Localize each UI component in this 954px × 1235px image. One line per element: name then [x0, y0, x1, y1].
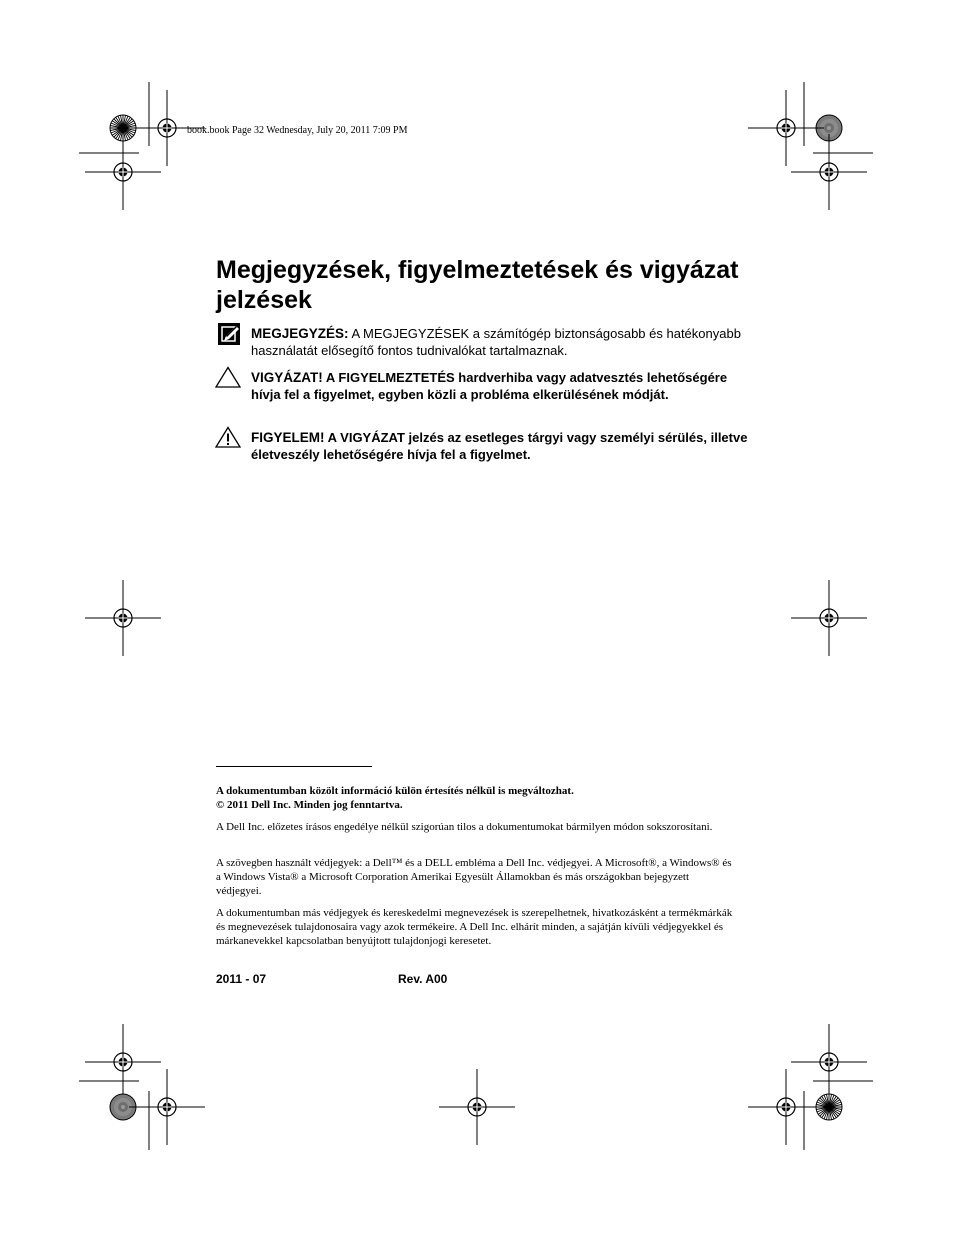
legal-line-1: A dokumentumban közölt információ külön értesítés nélkül is megváltozhat. [216, 785, 574, 797]
warning-text [251, 429, 751, 463]
footer-revision: Rev. A00 [398, 972, 448, 986]
caution-body: A FIGYELMEZTETÉS hardverhiba vagy adatvesztés lehetőségére hívja fel a figyelmet, egyben közli a probléma elkerülésének módját. [251, 370, 728, 402]
note-body: A MEGJEGYZÉSEK a számítógép biztonságosabb és hatékonyabb használatát elősegítő fontos tudnivalókat tartalmaznak. [251, 326, 741, 358]
caution-label: VIGYÁZAT! [251, 370, 323, 385]
note-label: MEGJEGYZÉS: [251, 326, 349, 341]
page-title: Megjegyzések, figyelmeztetések és vigyázat jelzések [216, 256, 739, 314]
legal-line-2: © 2011 Dell Inc. Minden jog fenntartva. [216, 799, 403, 811]
caution-text [251, 369, 751, 403]
warning-body: A VIGYÁZAT jelzés az esetleges tárgyi vagy személyi sérülés, illetve életveszély lehetőségére hívja fel a figyelmet. [251, 430, 748, 462]
legal-paragraph-other-trademarks: A dokumentumban más védjegyek és kereskedelmi megnevezések is szerepelhetnek, hivatkozásként a termékmárkák és megnevezések tulajdonosaira vagy azok termékeire. A Dell Inc. elhárít minden, a sajátján kívüli védjegyekkel és márkanevekkel kapcsolatban benyújtott tulajdonjogi keresetet. [216, 907, 733, 947]
pencil-note-icon [218, 323, 240, 345]
legal-paragraph-trademarks: A szövegben használt védjegyek: a Dell™ és a DELL embléma a Dell Inc. védjegyei. A Microsoft®, a Windows® és a Windows Vista® a Microsoft Corporation Amerikai Egyesült Államokban és más országokban bejegyzett védjegyei. [216, 857, 732, 897]
note-text [251, 325, 751, 359]
legal-disclaimer [216, 784, 736, 812]
legal-paragraph-reproduction: A Dell Inc. előzetes írásos engedélye nélkül szigorúan tilos a dokumentumokat bármilyen módon sokszorosítani. [216, 821, 713, 833]
footer-date: 2011 - 07 [216, 972, 267, 986]
caution-triangle-icon [215, 366, 241, 388]
warning-exclamation-icon [215, 426, 241, 448]
footnote-rule [216, 766, 372, 767]
print-slug: book.book Page 32 Wednesday, July 20, 2011 7:09 PM [187, 125, 408, 136]
warning-label: FIGYELEM! [251, 430, 325, 445]
